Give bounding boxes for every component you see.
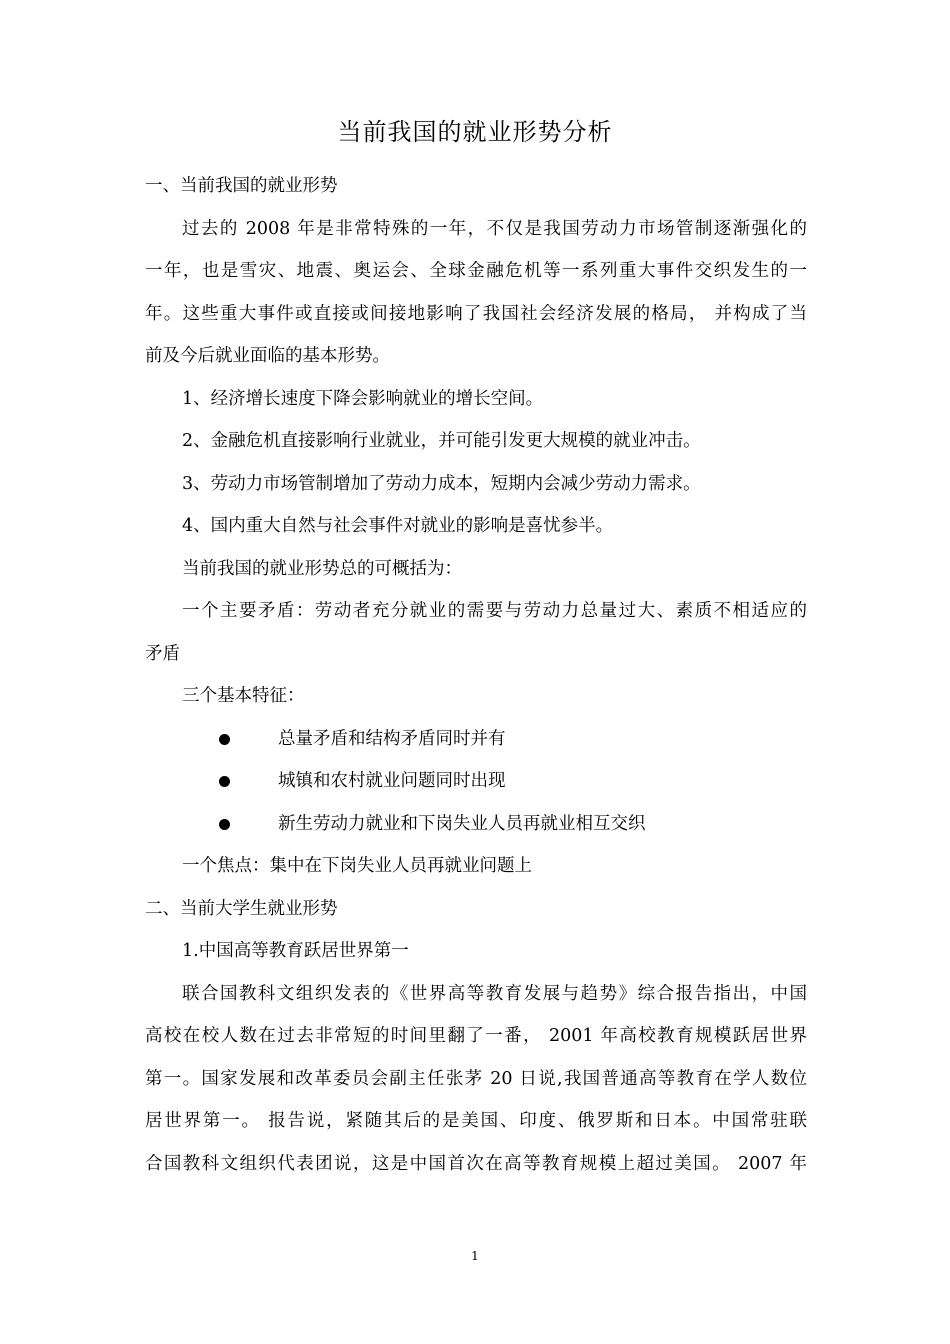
paragraph-line: 联合国教科文组织发表的《世界高等教育发展与趋势》综合报告指出，中国 xyxy=(182,983,807,1004)
paragraph-line: 居世界第一。 报告说，紧随其后的是美国、印度、俄罗斯和日本。中国常驻联 xyxy=(145,1111,807,1131)
bullet-icon xyxy=(219,734,230,745)
paragraph-line: 第一。国家发展和改革委员会副主任张茅 20 日说,我国普通高等教育在学人数位 xyxy=(145,1068,807,1089)
paragraph-line: 年。这些重大事件或直接或间接地影响了我国社会经济发展的格局， 并构成了当 xyxy=(145,303,807,324)
features-label: 三个基本特征： xyxy=(182,686,305,706)
numbered-point: 2、金融危机直接影响行业就业，并可能引发更大规模的就业冲击。 xyxy=(182,431,701,451)
numbered-point: 1、经济增长速度下降会影响就业的增长空间。 xyxy=(182,388,544,409)
paragraph-line: 合国教科文组织代表团说，这是中国首次在高等教育规模上超过美国。 2007 年 xyxy=(145,1153,807,1174)
list-item-text: 总量矛盾和结构矛盾同时并有 xyxy=(278,728,506,749)
paragraph-line: 矛盾 xyxy=(145,643,180,664)
list-item xyxy=(145,767,807,810)
paragraph-line: 一个主要矛盾：劳动者充分就业的需要与劳动力总量过大、素质不相适应的 xyxy=(182,601,807,621)
paragraph-line: 一年，也是雪灾、地震、奥运会、全球金融危机等一系列重大事件交织发生的一 xyxy=(145,261,807,281)
paragraph-situation xyxy=(145,215,807,385)
numbered-point: 4、国内重大自然与社会事件对就业的影响是喜忧参半。 xyxy=(182,516,614,536)
paragraph-contradiction xyxy=(145,597,807,682)
paragraph-higher-education xyxy=(145,980,807,1193)
list-item-text: 城镇和农村就业问题同时出现 xyxy=(278,771,506,791)
focus-line: 一个焦点：集中在下岗失业人员再就业问题上 xyxy=(182,856,532,876)
summary-intro: 当前我国的就业形势总的可概括为： xyxy=(182,558,462,579)
paragraph-line: 前及今后就业面临的基本形势。 xyxy=(145,346,390,366)
list-item-text: 新生劳动力就业和下岗失业人员再就业相互交织 xyxy=(278,813,646,834)
document-title: 当前我国的就业形势分析 xyxy=(337,118,613,146)
bullet-icon xyxy=(219,776,230,787)
bullet-icon xyxy=(219,819,230,830)
paragraph-line: 过去的 2008 年是非常特殊的一年，不仅是我国劳动力市场管制逐渐强化的 xyxy=(182,218,807,239)
numbered-point: 3、劳动力市场管制增加了劳动力成本，短期内会减少劳动力需求。 xyxy=(182,473,701,494)
feature-list xyxy=(145,725,807,853)
numbered-points xyxy=(145,385,807,555)
page-number: 1 xyxy=(471,1249,479,1263)
paragraph-line: 高校在校人数在过去非常短的时间里翻了一番， 2001 年高校教育规模跃居世界 xyxy=(145,1026,807,1046)
list-item xyxy=(145,725,807,768)
document-body xyxy=(145,172,807,1192)
subsection-heading: 1.中国高等教育跃居世界第一 xyxy=(182,941,409,961)
section-heading-1: 一、当前我国的就业形势 xyxy=(145,176,338,196)
list-item xyxy=(145,810,807,853)
section-heading-2: 二、当前大学生就业形势 xyxy=(145,898,338,919)
